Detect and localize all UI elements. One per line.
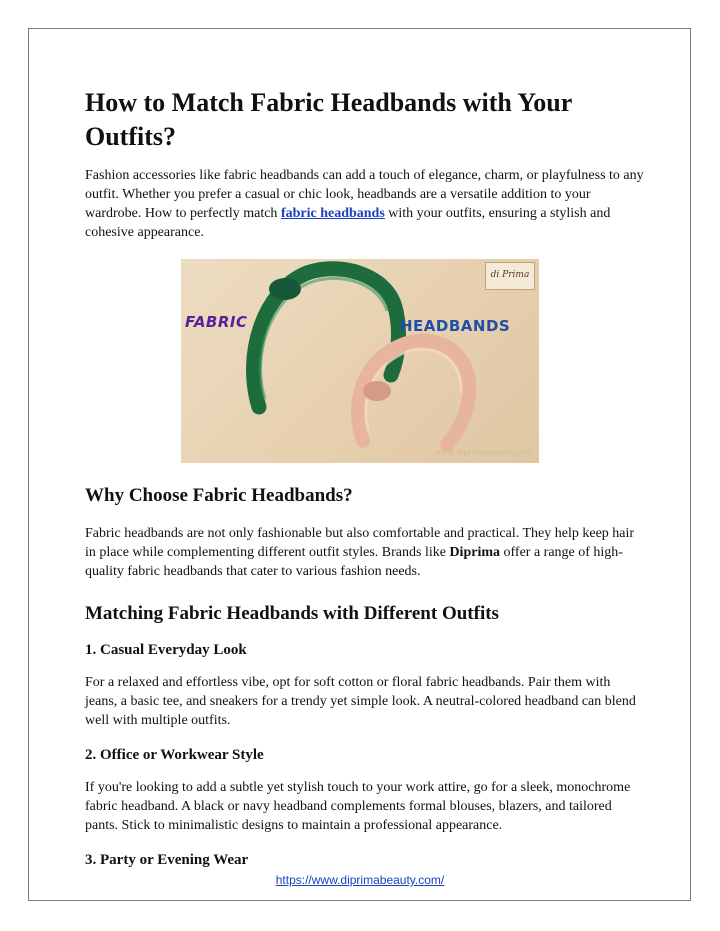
image-watermark: www.diprimabeauty.com xyxy=(434,448,533,457)
article-content xyxy=(85,86,645,870)
brand-name: Diprima xyxy=(449,545,500,560)
why-text-start: Fabric headbands are not only fashionable but also comfortable and practical. They help keep hair in place while complementing different outfit styles. Brands like xyxy=(85,526,635,560)
why-text-end: offer a range of high-quality fabric headbands that cater to various fashion needs. xyxy=(85,545,623,579)
footer xyxy=(0,873,720,887)
brand-logo: di Prima xyxy=(485,262,535,290)
matching-heading: Matching Fabric Headbands with Different Outfits xyxy=(85,603,499,624)
fabric-headbands-link[interactable]: fabric headbands xyxy=(280,206,385,221)
section-casual-text: For a relaxed and effortless vibe, opt for soft cotton or floral fabric headbands. Pair them with jeans, a basic tee, and sneakers for a trendy yet simple look. A neutral-colored headband can blend well with multiple outfits. xyxy=(85,675,636,728)
section-office-title: 2. Office or Workwear Style xyxy=(85,747,264,763)
footer-url-link[interactable]: https://www.diprimabeauty.com/ xyxy=(275,873,445,887)
hero-image xyxy=(181,259,539,463)
section-office-text: If you're looking to add a subtle yet stylish touch to your work attire, go for a sleek, monochrome fabric headband. A black or navy headband complements formal blouses, blazers, and tailored pants. Stick to minimalistic designs to maintain a professional appearance. xyxy=(85,780,631,833)
section-party-title: 3. Party or Evening Wear xyxy=(85,852,249,868)
page-title: How to Match Fabric Headbands with Your Outfits? xyxy=(85,88,572,151)
hero-word-headbands: HEADBANDS xyxy=(400,317,511,335)
why-heading: Why Choose Fabric Headbands? xyxy=(85,485,353,506)
why-paragraph xyxy=(85,524,645,581)
intro-text-end: with your outfits, ensuring a stylish and cohesive appearance. xyxy=(85,206,611,240)
hero-word-fabric: FABRIC xyxy=(185,313,248,331)
intro-paragraph xyxy=(85,166,645,242)
intro-text-start: Fashion accessories like fabric headbands can add a touch of elegance, charm, or playfulness to any outfit. Whether you prefer a casual or chic look, headbands are a versatile addition to your wardrobe. How to perfectly match xyxy=(85,168,644,221)
section-casual-title: 1. Casual Everyday Look xyxy=(85,642,247,658)
